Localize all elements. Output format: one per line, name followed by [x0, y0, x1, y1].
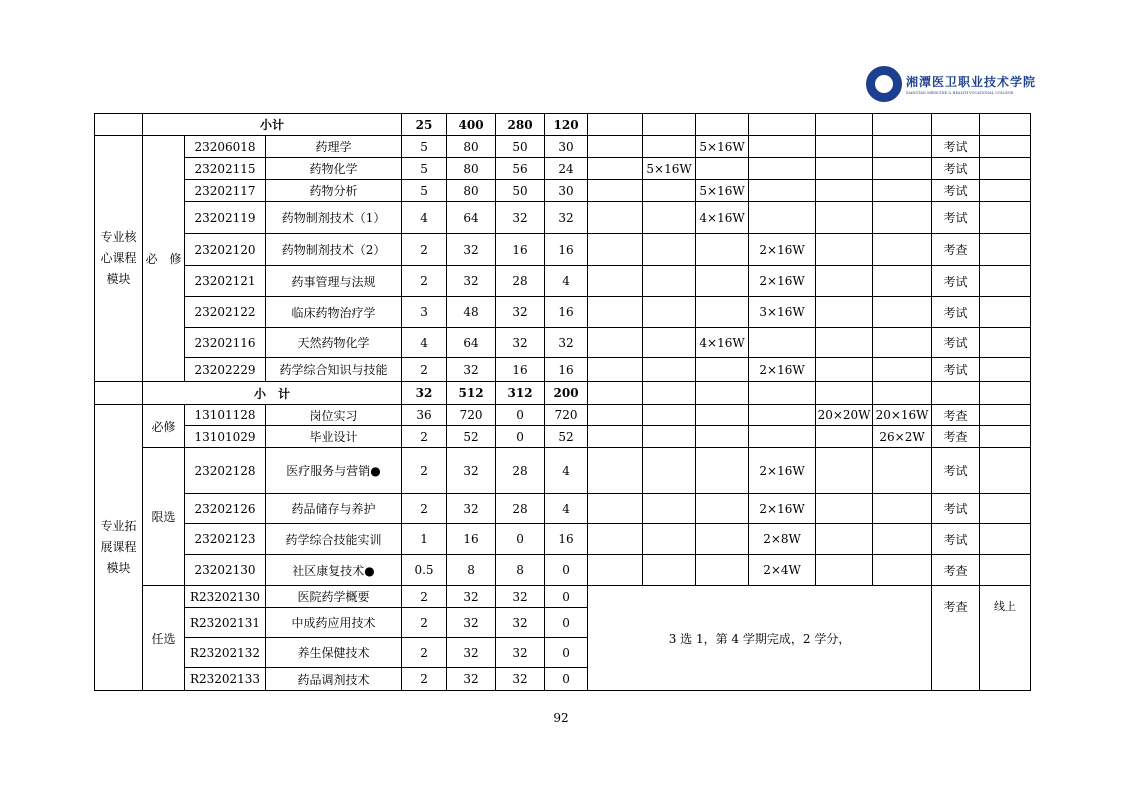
semester-5: [816, 524, 873, 555]
page-number: 92: [553, 711, 569, 725]
semester-5: [816, 358, 873, 382]
semester-2: [643, 136, 696, 158]
semester-3: [696, 524, 749, 555]
course-credits: 2: [402, 494, 447, 524]
course-credits: 1: [402, 524, 447, 555]
semester-1: [588, 358, 643, 382]
table-row: [95, 524, 1031, 555]
course-note: [980, 158, 1031, 180]
practice-hours: 0: [545, 608, 588, 638]
curriculum-table: [94, 113, 1031, 691]
practice-hours: 32: [545, 202, 588, 234]
course-credits: 5: [402, 158, 447, 180]
table-row: [95, 136, 1031, 158]
course-name: 药事管理与法规: [266, 266, 402, 297]
semester-2: [643, 297, 696, 328]
empty-cell: [588, 114, 643, 136]
course-name: 药物制剂技术（1）: [266, 202, 402, 234]
course-hours: 80: [447, 158, 496, 180]
course-name: 药品储存与养护: [266, 494, 402, 524]
table-row: [95, 405, 1031, 426]
course-code: 23202119: [185, 202, 266, 234]
elective-note: 3 选 1，第 4 学期完成，2 学分，: [588, 586, 932, 691]
semester-5: [816, 426, 873, 448]
course-credits: 36: [402, 405, 447, 426]
course-hours: 32: [447, 266, 496, 297]
subtotal-row: [95, 114, 1031, 136]
semester-4: 3×16W: [749, 297, 816, 328]
theory-hours: 32: [496, 608, 545, 638]
theory-hours: 0: [496, 524, 545, 555]
subtotal-label: 小计: [143, 114, 402, 136]
semester-4: [749, 158, 816, 180]
course-code: 23202229: [185, 358, 266, 382]
course-code: R23202133: [185, 668, 266, 691]
course-hours: 16: [447, 524, 496, 555]
empty-cell: [696, 114, 749, 136]
subtotal-credits: 25: [402, 114, 447, 136]
semester-6: [873, 448, 932, 494]
semester-1: [588, 405, 643, 426]
course-hours: 32: [447, 668, 496, 691]
course-hours: 720: [447, 405, 496, 426]
theory-hours: 32: [496, 586, 545, 608]
course-hours: 64: [447, 328, 496, 358]
assessment-method: 考查: [932, 555, 980, 586]
subtotal-row: [95, 382, 1031, 405]
semester-5: [816, 328, 873, 358]
table-row: [95, 586, 1031, 608]
course-code: 23202128: [185, 448, 266, 494]
practice-hours: 4: [545, 266, 588, 297]
course-code: 23202130: [185, 555, 266, 586]
course-name: 养生保健技术: [266, 638, 402, 668]
subtotal-hours: 512: [447, 382, 496, 405]
semester-4: 2×16W: [749, 448, 816, 494]
semester-1: [588, 234, 643, 266]
empty-cell: [932, 382, 980, 405]
course-hours: 32: [447, 494, 496, 524]
semester-6: [873, 136, 932, 158]
practice-hours: 30: [545, 180, 588, 202]
assessment-method: 考试: [932, 297, 980, 328]
semester-6: [873, 555, 932, 586]
semester-4: [749, 426, 816, 448]
course-note: [980, 328, 1031, 358]
semester-3: 5×16W: [696, 136, 749, 158]
empty-cell: [749, 114, 816, 136]
empty-cell: [873, 382, 932, 405]
semester-5: [816, 494, 873, 524]
semester-6: [873, 328, 932, 358]
semester-5: [816, 555, 873, 586]
practice-hours: 720: [545, 405, 588, 426]
practice-hours: 52: [545, 426, 588, 448]
table-row: [95, 297, 1031, 328]
semester-5: [816, 136, 873, 158]
course-credits: 2: [402, 448, 447, 494]
semester-4: 2×16W: [749, 494, 816, 524]
semester-4: [749, 202, 816, 234]
course-code: 13101029: [185, 426, 266, 448]
semester-4: [749, 328, 816, 358]
table-row: [95, 494, 1031, 524]
semester-3: [696, 448, 749, 494]
theory-hours: 32: [496, 328, 545, 358]
course-code: 23202116: [185, 328, 266, 358]
course-note: [980, 136, 1031, 158]
semester-5: [816, 234, 873, 266]
course-hours: 32: [447, 358, 496, 382]
table-row: [95, 328, 1031, 358]
module-ext-label: 专业拓展课程模块: [95, 405, 143, 691]
table-row: [95, 234, 1031, 266]
semester-3: 4×16W: [696, 328, 749, 358]
empty-cell: [588, 382, 643, 405]
theory-hours: 28: [496, 494, 545, 524]
semester-3: 5×16W: [696, 180, 749, 202]
subtotal-hours: 400: [447, 114, 496, 136]
course-code: 13101128: [185, 405, 266, 426]
theory-hours: 0: [496, 426, 545, 448]
semester-2: [643, 555, 696, 586]
empty-cell: [873, 114, 932, 136]
course-credits: 4: [402, 328, 447, 358]
course-hours: 8: [447, 555, 496, 586]
subtotal-credits: 32: [402, 382, 447, 405]
course-hours: 32: [447, 448, 496, 494]
college-english-name: XIANGTAN MEDICINE & HEALTH VOCATIONAL COLLEGE: [906, 91, 1014, 95]
elective-remark: 线上: [980, 586, 1031, 691]
course-name: 临床药物治疗学: [266, 297, 402, 328]
course-code: 23202117: [185, 180, 266, 202]
course-note: [980, 202, 1031, 234]
subtotal-practice: 120: [545, 114, 588, 136]
subtotal-theory: 280: [496, 114, 545, 136]
semester-5: [816, 180, 873, 202]
course-credits: 2: [402, 638, 447, 668]
theory-hours: 32: [496, 297, 545, 328]
course-note: [980, 524, 1031, 555]
course-code: 23202122: [185, 297, 266, 328]
semester-6: [873, 358, 932, 382]
course-name: 毕业设计: [266, 426, 402, 448]
course-note: [980, 555, 1031, 586]
course-credits: 2: [402, 668, 447, 691]
course-note: [980, 358, 1031, 382]
course-code: 23206018: [185, 136, 266, 158]
semester-2: [643, 266, 696, 297]
course-note: [980, 426, 1031, 448]
theory-hours: 32: [496, 202, 545, 234]
assessment-method: 考查: [932, 234, 980, 266]
empty-cell: [95, 114, 143, 136]
course-note: [980, 266, 1031, 297]
course-credits: 5: [402, 136, 447, 158]
semester-1: [588, 494, 643, 524]
course-code: 23202120: [185, 234, 266, 266]
theory-hours: 28: [496, 266, 545, 297]
semester-5: 20×20W: [816, 405, 873, 426]
semester-1: [588, 202, 643, 234]
college-name: 湘潭医卫职业技术学院: [906, 75, 1037, 89]
semester-6: [873, 180, 932, 202]
course-credits: 0.5: [402, 555, 447, 586]
semester-1: [588, 555, 643, 586]
semester-2: [643, 426, 696, 448]
semester-3: [696, 405, 749, 426]
assessment-method: 考试: [932, 180, 980, 202]
course-code: R23202131: [185, 608, 266, 638]
course-credits: 3: [402, 297, 447, 328]
theory-hours: 56: [496, 158, 545, 180]
course-credits: 5: [402, 180, 447, 202]
assessment-method: 考试: [932, 266, 980, 297]
table-row: [95, 555, 1031, 586]
course-note: [980, 180, 1031, 202]
semester-2: [643, 180, 696, 202]
course-code: 23202121: [185, 266, 266, 297]
course-hours: 32: [447, 234, 496, 266]
empty-cell: [696, 382, 749, 405]
empty-cell: [816, 382, 873, 405]
empty-cell: [749, 382, 816, 405]
semester-3: [696, 234, 749, 266]
semester-6: [873, 297, 932, 328]
assessment-method: 考试: [932, 448, 980, 494]
course-name: 社区康复技术●: [266, 555, 402, 586]
course-name: 中成药应用技术: [266, 608, 402, 638]
course-hours: 48: [447, 297, 496, 328]
course-credits: 2: [402, 358, 447, 382]
theory-hours: 50: [496, 180, 545, 202]
semester-2: [643, 202, 696, 234]
semester-1: [588, 158, 643, 180]
semester-3: [696, 494, 749, 524]
semester-1: [588, 328, 643, 358]
semester-2: 5×16W: [643, 158, 696, 180]
empty-cell: [95, 382, 143, 405]
semester-3: 4×16W: [696, 202, 749, 234]
semester-1: [588, 136, 643, 158]
college-logo: [866, 66, 1046, 106]
semester-3: [696, 266, 749, 297]
semester-6: 20×16W: [873, 405, 932, 426]
semester-3: [696, 358, 749, 382]
semester-2: [643, 448, 696, 494]
course-hours: 80: [447, 180, 496, 202]
assessment-method: 考查: [932, 426, 980, 448]
course-note: [980, 297, 1031, 328]
course-hours: 52: [447, 426, 496, 448]
course-credits: 4: [402, 202, 447, 234]
assessment-method: 考试: [932, 328, 980, 358]
subtotal-label: 小 计: [143, 382, 402, 405]
college-emblem-icon: [866, 66, 902, 102]
theory-hours: 8: [496, 555, 545, 586]
semester-6: [873, 524, 932, 555]
semester-1: [588, 297, 643, 328]
table-row: [95, 158, 1031, 180]
semester-3: [696, 426, 749, 448]
semester-1: [588, 448, 643, 494]
practice-hours: 16: [545, 358, 588, 382]
semester-1: [588, 180, 643, 202]
course-hours: 32: [447, 586, 496, 608]
theory-hours: 0: [496, 405, 545, 426]
course-note: [980, 405, 1031, 426]
practice-hours: 0: [545, 586, 588, 608]
course-note: [980, 234, 1031, 266]
semester-4: 2×16W: [749, 266, 816, 297]
semester-2: [643, 358, 696, 382]
course-code: R23202132: [185, 638, 266, 668]
semester-6: [873, 158, 932, 180]
empty-cell: [980, 382, 1031, 405]
semester-4: [749, 180, 816, 202]
semester-2: [643, 524, 696, 555]
practice-hours: 0: [545, 668, 588, 691]
assessment-method: 考试: [932, 158, 980, 180]
semester-2: [643, 494, 696, 524]
assessment-method: 考试: [932, 358, 980, 382]
assessment-method: 考试: [932, 494, 980, 524]
course-name: 药品调剂技术: [266, 668, 402, 691]
semester-6: [873, 266, 932, 297]
semester-4: 2×16W: [749, 234, 816, 266]
type-required-label: 必 修: [143, 136, 185, 382]
assessment-method: 考试: [932, 136, 980, 158]
table-row: [95, 448, 1031, 494]
type-elective-label: 任选: [143, 586, 185, 691]
course-name: 天然药物化学: [266, 328, 402, 358]
course-note: [980, 494, 1031, 524]
practice-hours: 4: [545, 494, 588, 524]
table-row: [95, 202, 1031, 234]
practice-hours: 32: [545, 328, 588, 358]
course-name: 岗位实习: [266, 405, 402, 426]
empty-cell: [932, 114, 980, 136]
course-name: 药学综合知识与技能: [266, 358, 402, 382]
semester-1: [588, 266, 643, 297]
theory-hours: 32: [496, 668, 545, 691]
course-credits: 2: [402, 266, 447, 297]
practice-hours: 16: [545, 297, 588, 328]
semester-3: [696, 297, 749, 328]
subtotal-practice: 200: [545, 382, 588, 405]
subtotal-theory: 312: [496, 382, 545, 405]
course-note: [980, 448, 1031, 494]
course-credits: 2: [402, 234, 447, 266]
semester-4: [749, 405, 816, 426]
empty-cell: [643, 382, 696, 405]
semester-4: [749, 136, 816, 158]
semester-2: [643, 234, 696, 266]
semester-4: 2×16W: [749, 358, 816, 382]
course-hours: 32: [447, 638, 496, 668]
theory-hours: 50: [496, 136, 545, 158]
course-code: 23202126: [185, 494, 266, 524]
course-name: 医疗服务与营销●: [266, 448, 402, 494]
table-row: [95, 266, 1031, 297]
course-name: 药理学: [266, 136, 402, 158]
empty-cell: [643, 114, 696, 136]
semester-4: 2×8W: [749, 524, 816, 555]
elective-assessment: 考查: [932, 586, 980, 691]
semester-6: [873, 494, 932, 524]
assessment-method: 考试: [932, 202, 980, 234]
assessment-method: 考试: [932, 524, 980, 555]
practice-hours: 0: [545, 638, 588, 668]
semester-5: [816, 266, 873, 297]
theory-hours: 16: [496, 358, 545, 382]
course-code: 23202123: [185, 524, 266, 555]
course-hours: 32: [447, 608, 496, 638]
type-required-label: 必修: [143, 405, 185, 448]
empty-cell: [980, 114, 1031, 136]
semester-6: 26×2W: [873, 426, 932, 448]
course-credits: 2: [402, 426, 447, 448]
table-row: [95, 358, 1031, 382]
assessment-method: 考查: [932, 405, 980, 426]
practice-hours: 30: [545, 136, 588, 158]
semester-3: [696, 158, 749, 180]
theory-hours: 28: [496, 448, 545, 494]
semester-5: [816, 448, 873, 494]
practice-hours: 16: [545, 234, 588, 266]
semester-4: 2×4W: [749, 555, 816, 586]
semester-6: [873, 234, 932, 266]
table-row: [95, 426, 1031, 448]
table-row: [95, 180, 1031, 202]
type-limited-label: 限选: [143, 448, 185, 586]
course-code: R23202130: [185, 586, 266, 608]
course-credits: 2: [402, 608, 447, 638]
course-hours: 64: [447, 202, 496, 234]
semester-6: [873, 202, 932, 234]
practice-hours: 16: [545, 524, 588, 555]
semester-5: [816, 297, 873, 328]
course-code: 23202115: [185, 158, 266, 180]
course-name: 药物分析: [266, 180, 402, 202]
practice-hours: 0: [545, 555, 588, 586]
semester-1: [588, 426, 643, 448]
course-credits: 2: [402, 586, 447, 608]
module-core-label: 专业核心课程模块: [95, 136, 143, 382]
course-name: 医院药学概要: [266, 586, 402, 608]
semester-5: [816, 202, 873, 234]
theory-hours: 16: [496, 234, 545, 266]
practice-hours: 24: [545, 158, 588, 180]
course-hours: 80: [447, 136, 496, 158]
semester-2: [643, 405, 696, 426]
semester-1: [588, 524, 643, 555]
course-name: 药物制剂技术（2）: [266, 234, 402, 266]
semester-5: [816, 158, 873, 180]
empty-cell: [816, 114, 873, 136]
semester-2: [643, 328, 696, 358]
practice-hours: 4: [545, 448, 588, 494]
course-name: 药物化学: [266, 158, 402, 180]
semester-3: [696, 555, 749, 586]
course-name: 药学综合技能实训: [266, 524, 402, 555]
theory-hours: 32: [496, 638, 545, 668]
